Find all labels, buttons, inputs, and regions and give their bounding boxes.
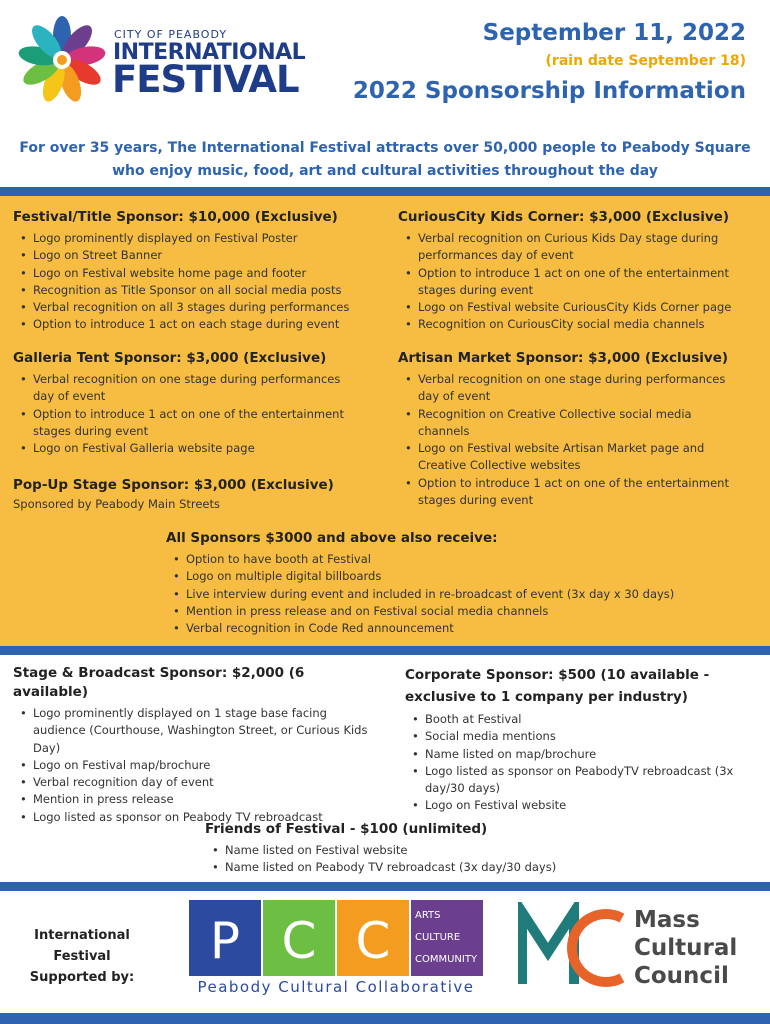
list-item: • Name listed on Festival website (205, 842, 625, 859)
artisan-section (398, 349, 738, 509)
all-sponsors-heading: All Sponsors $3000 and above also receive: (166, 530, 498, 546)
title-sponsor-list (13, 230, 383, 334)
popup-section (13, 476, 373, 513)
pcc-letter-p: P (209, 912, 241, 970)
list-item: • Option to introduce 1 act on one of the entertainment stages during event (13, 406, 358, 441)
corporate-heading (405, 664, 745, 708)
friends-list (205, 842, 625, 877)
list-item: • Logo prominently displayed on Festival Poster (13, 230, 383, 247)
footer-bar (0, 1013, 770, 1024)
flower-emblem-icon (16, 14, 112, 106)
divider-bar (0, 646, 770, 655)
list-item: • Logo listed as sponsor on PeabodyTV rebroadcast (3x day/30 days) (405, 763, 745, 798)
list-item: • Logo listed as sponsor on Peabody TV rebroadcast (13, 809, 383, 826)
list-item: • Option to introduce 1 act on each stage during event (13, 316, 383, 333)
list-item: • Name listed on Peabody TV rebroadcast (3x day/30 days) (205, 859, 625, 876)
intro-line-1: For over 35 years, The International Festival attracts over 50,000 people to Peabody Square (19, 140, 751, 156)
intro-line-2: who enjoy music, food, art and cultural activities throughout the day (112, 163, 658, 179)
list-item: • Booth at Festival (405, 711, 745, 728)
list-item: • Option to introduce 1 act on one of the entertainment stages during event (398, 265, 743, 300)
list-item: • Option to introduce 1 act on one of the entertainment stages during event (398, 475, 738, 510)
all-sponsors-section (166, 529, 706, 637)
festival-logo (16, 14, 306, 106)
list-item: • Live interview during event and included in re-broadcast of event (3x day x 30 days) (166, 586, 706, 603)
mass-cultural-council-logo (518, 902, 748, 992)
list-item: • Verbal recognition in Code Red announcement (166, 620, 706, 637)
pcc-side-arts: ARTS (415, 910, 441, 921)
corporate-list (405, 711, 745, 815)
pcc-name: Peabody Cultural Collaborative (197, 978, 475, 996)
list-item: • Verbal recognition day of event (13, 774, 383, 791)
logo-festival-text: FESTIVAL (112, 58, 299, 101)
list-item: • Mention in press release (13, 791, 383, 808)
kids-corner-section (398, 208, 743, 334)
list-item: • Verbal recognition on one stage during performances day of event (13, 371, 358, 406)
list-item: • Recognition on Creative Collective social media channels (398, 406, 738, 441)
artisan-list (398, 371, 738, 509)
stage-broadcast-heading: Stage & Broadcast Sponsor: $2,000 (6 available) (13, 665, 305, 700)
mcc-line-2: Cultural (634, 935, 738, 961)
stage-broadcast-list (13, 705, 383, 826)
list-item: • Logo on Festival website home page and footer (13, 265, 383, 282)
list-item: • Mention in press release and on Festival social media channels (166, 603, 706, 620)
list-item: • Logo on Street Banner (13, 247, 383, 264)
list-item: • Logo on Festival Galleria website page (13, 440, 358, 457)
corporate-section (405, 664, 745, 815)
artisan-heading: Artisan Market Sponsor: $3,000 (Exclusive) (398, 350, 729, 366)
list-item: • Verbal recognition on one stage during performances day of event (398, 371, 738, 406)
galleria-heading: Galleria Tent Sponsor: $3,000 (Exclusive) (13, 350, 327, 366)
list-item: • Logo on Festival website CuriousCity Kids Corner page (398, 299, 743, 316)
pcc-side-culture: CULTURE (415, 932, 461, 943)
event-date: September 11, 2022 (482, 20, 746, 46)
page-title: 2022 Sponsorship Information (352, 78, 746, 104)
pcc-letter-c2: C (355, 912, 391, 970)
galleria-section (13, 349, 358, 457)
supported-by-label (12, 925, 152, 988)
friends-heading: Friends of Festival - $100 (unlimited) (205, 821, 488, 837)
corporate-heading-line-2: exclusive to 1 company per industry) (405, 689, 688, 705)
intro-text (0, 137, 770, 183)
stage-broadcast-section (13, 664, 383, 826)
kids-corner-heading: CuriousCity Kids Corner: $3,000 (Exclusive) (398, 209, 729, 225)
list-item: • Logo on Festival website Artisan Market page and Creative Collective websites (398, 440, 738, 475)
list-item: • Verbal recognition on Curious Kids Day stage during performances day of event (398, 230, 743, 265)
list-item: • Logo prominently displayed on 1 stage base facing audience (Courthouse, Washington Street, or Curious Kids Day) (13, 705, 383, 757)
friends-section (205, 820, 625, 877)
divider-bar (0, 187, 770, 196)
list-item: • Logo on multiple digital billboards (166, 568, 706, 585)
corporate-heading-line-1: Corporate Sponsor: $500 (10 available - (405, 667, 710, 683)
divider-bar (0, 882, 770, 891)
supported-line-2: Supported by: (29, 970, 135, 985)
logo-city-text: CITY OF PEABODY (114, 28, 228, 41)
kids-corner-list (398, 230, 743, 334)
popup-heading: Pop-Up Stage Sponsor: $3,000 (Exclusive) (13, 477, 334, 493)
list-item: • Verbal recognition on all 3 stages during performances (13, 299, 383, 316)
mcc-line-3: Council (634, 963, 729, 989)
mcc-line-1: Mass (634, 907, 700, 933)
supported-line-1: International Festival (34, 928, 130, 964)
list-item: • Recognition on CuriousCity social media channels (398, 316, 743, 333)
all-sponsors-list (166, 551, 706, 637)
galleria-list (13, 371, 358, 457)
list-item: • Logo on Festival map/brochure (13, 757, 383, 774)
rain-date: (rain date September 18) (545, 53, 746, 69)
logo-international-text: INTERNATIONAL (113, 40, 306, 65)
title-sponsor-heading: Festival/Title Sponsor: $10,000 (Exclusive) (13, 209, 338, 225)
title-sponsor-section (13, 208, 383, 334)
list-item: • Option to have booth at Festival (166, 551, 706, 568)
list-item: • Logo on Festival website (405, 797, 745, 814)
pcc-side-community: COMMUNITY (415, 954, 478, 965)
pcc-letter-c1: C (281, 912, 317, 970)
list-item: • Social media mentions (405, 728, 745, 745)
popup-note: Sponsored by Peabody Main Streets (13, 497, 221, 511)
list-item: • Name listed on map/brochure (405, 746, 745, 763)
pcc-logo (189, 900, 483, 998)
list-item: • Recognition as Title Sponsor on all social media posts (13, 282, 383, 299)
